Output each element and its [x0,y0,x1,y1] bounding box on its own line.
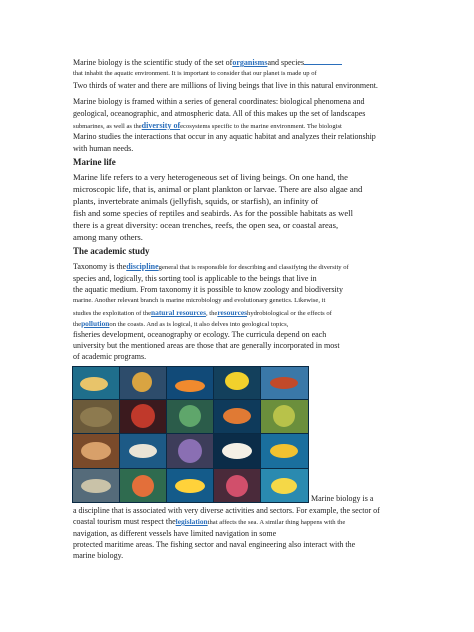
paragraph-line: plants, invertebrate animals (jellyfish, squids, or starfish), an infinity of [73,196,319,206]
text-run: general that is responsible for describing and classifying the diversity of [158,264,349,271]
text-run: hydrobiological or the effects of [247,310,332,317]
text-run: that affects the sea. A similar thing happens with the [207,519,346,526]
text-run: ecosystems specific to the marine environment. The biologist [180,123,342,130]
paragraph-line: among many others. [73,232,143,242]
paragraph-line: Marine biology is a [311,494,374,503]
paragraph-line: microscopic life, that is, animal or plant plankton or larvae. There are also algae and [73,184,363,194]
link-discipline[interactable]: discipline [126,262,159,271]
paragraph-line [73,263,349,272]
coral-shape [273,405,295,427]
paragraph-line: Marine life refers to a very heterogeneous set of living beings. On one hand, the [73,172,348,182]
link-resources[interactable]: resources [217,308,248,317]
paragraph-line: Marino studies the interactions that occur in any aquatic habitat and analyzes their relationship [73,132,376,141]
paragraph-line: marine biology. [73,551,124,560]
paragraph-line: there is a great diversity: ocean trenches, reefs, the open sea, or coastal areas, [73,220,339,230]
link-natural-resources[interactable]: natural resources [151,308,206,317]
link-legislation[interactable]: legislation [175,517,208,526]
paragraph-line: species and, logically, this sorting tool is applicable to the beings that live in [73,274,317,283]
fish-shape [175,479,205,493]
coral-shape [81,442,111,460]
paragraph-line: navigation, as different vessels have limited navigation in some [73,529,277,538]
text-run: the [73,321,82,328]
paragraph-line [73,320,288,329]
paragraph-line: Two thirds of water and there are millions of living beings that live in this natural environment. [73,81,378,90]
fish-shape [81,479,111,493]
fish-shape [271,478,297,494]
fish-shape [270,377,298,389]
text-run: studies the exploitation of the [73,310,152,317]
coral-shape [179,405,201,427]
paragraph-line [73,58,342,67]
paragraph-line [73,309,332,318]
text-run: Marine biology is the scientific study of the set of [73,58,233,67]
coral-shape [178,439,202,463]
marine-life-photo-collage [72,366,309,503]
coral-shape [132,475,154,497]
fish-shape [175,380,205,392]
text-run: coastal tourism must respect the [73,517,176,526]
fish-shape [129,444,157,458]
eel-shape [80,407,112,427]
blank-link-underline[interactable] [304,58,342,65]
text-run: submarines, as well as the [73,123,142,130]
fish-shape [222,443,252,459]
fish-shape [225,372,249,390]
paragraph-line: Marine biology is framed within a series of general coordinates: biological phenomena and [73,97,365,106]
link-organisms[interactable]: organisms [232,58,268,67]
paragraph-line: protected maritime areas. The fishing sector and naval engineering also interact with the [73,540,356,549]
coral-shape [131,404,155,428]
text-run: and species [267,58,305,67]
link-diversity[interactable]: diversity of [141,121,181,130]
section-heading-marine-life: Marine life [73,157,116,167]
coral-shape [226,475,248,497]
fish-shape [223,408,251,424]
section-heading-academic-study: The academic study [73,246,150,256]
paragraph-line: marine. Another relevant branch is marine microbiology and evolutionary genetics. Likewise, it [73,297,326,304]
paragraph-line: the aquatic medium. From taxonomy it is possible to know zoology and biodiversity [73,285,343,294]
paragraph-line: a discipline that is associated with very diverse activities and sectors. For example, the sector of [73,506,380,515]
paragraph-line: university but the mentioned areas are those that are generally incorporated in most [73,341,340,350]
paragraph-line: with human needs. [73,144,134,153]
paragraph-line: of academic programs. [73,352,147,361]
text-run: , the [205,310,218,317]
paragraph-line: fisheries development, oceanography or ecology. The curricula depend on each [73,330,327,339]
fish-shape [80,377,108,391]
paragraph-line: fish and some species of reptiles and seabirds. As for the possible habitats as well [73,208,353,218]
text-run: on the coasts. And as is logical, it also delves into geological topics, [109,321,289,328]
text-run: Taxonomy is the [73,262,127,271]
paragraph-line [73,122,342,131]
link-pollution[interactable]: pollution [81,319,110,328]
paragraph-line: geological, oceanographic, and atmospheric data. All of this makes up the set of landscapes [73,109,366,118]
fish-shape [270,444,298,458]
fish-shape [132,372,152,392]
paragraph-line: that inhabit the aquatic environment. It is important to consider that our planet is made up of [73,70,317,77]
paragraph-line [73,518,345,527]
